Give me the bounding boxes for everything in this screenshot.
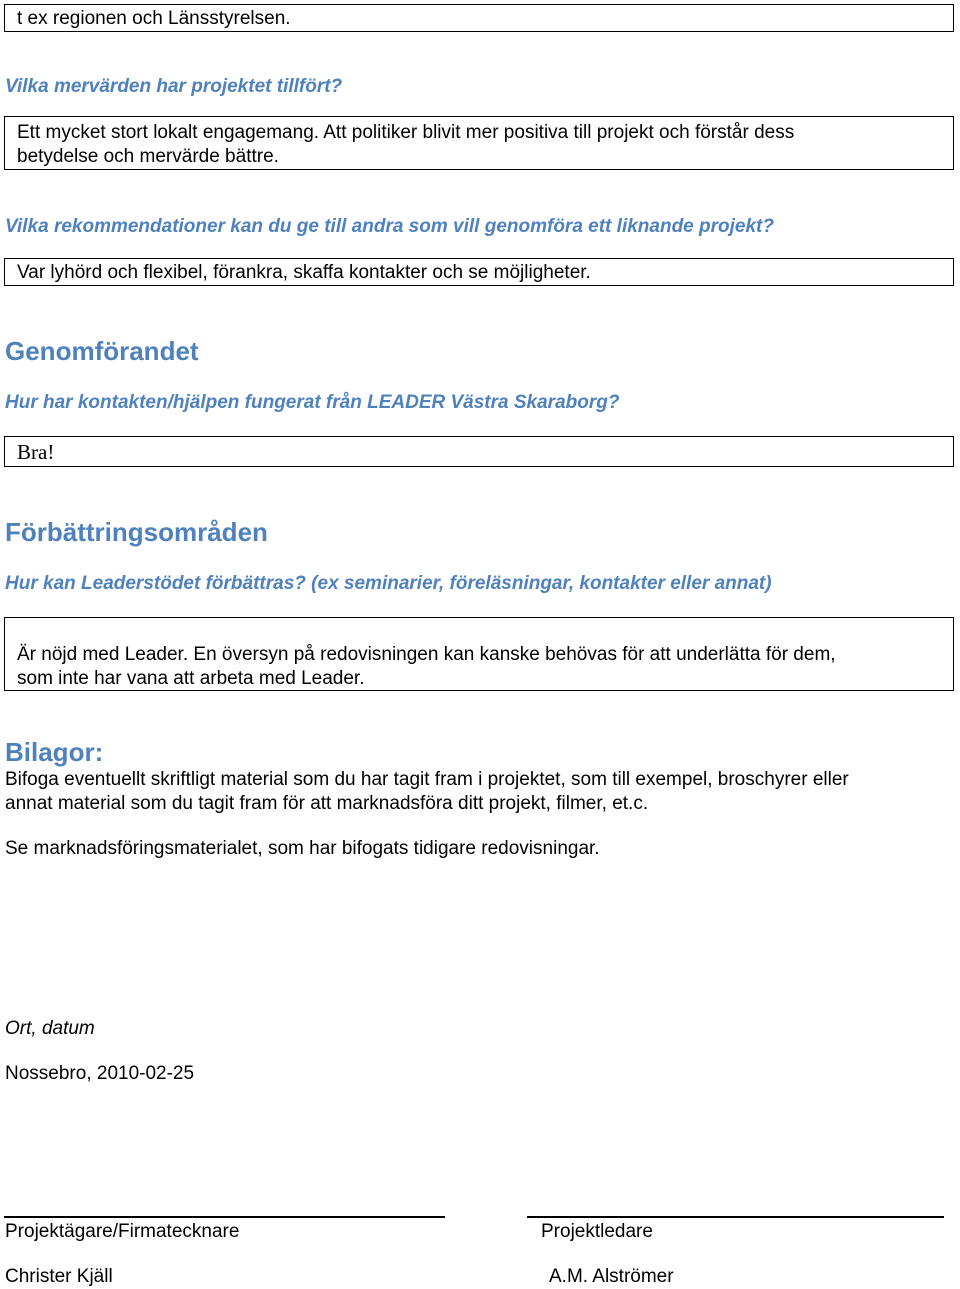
attachments-instructions-line-2: annat material som du tagit fram för att marknadsföra ditt projekt, filmer, et.c. (5, 793, 649, 814)
place-date-label: Ort, datum (5, 1018, 95, 1039)
question-added-value: Vilka mervärden har projektet tillfört? (5, 76, 343, 97)
answer-box-improve-support (4, 617, 954, 691)
answer-text: Var lyhörd och flexibel, förankra, skaffa kontakter och se möjligheter. (17, 262, 591, 283)
signature-role-project-leader: Projektledare (541, 1221, 653, 1242)
signature-line-owner (4, 1216, 445, 1218)
question-improve-support: Hur kan Leaderstödet förbättras? (ex seminarier, föreläsningar, kontakter eller annat) (5, 573, 772, 594)
answer-box-continued (4, 4, 954, 32)
question-leader-contact: Hur har kontakten/hjälpen fungerat från LEADER Västra Skaraborg? (5, 392, 620, 413)
signature-role-owner: Projektägare/Firmatecknare (5, 1221, 240, 1242)
answer-text-line-2: som inte har vana att arbeta med Leader. (17, 668, 365, 689)
signature-line-project-leader (527, 1216, 944, 1218)
attachments-answer: Se marknadsföringsmaterialet, som har bifogats tidigare redovisningar. (5, 838, 600, 859)
attachments-instructions-line-1: Bifoga eventuellt skriftligt material som du har tagit fram i projektet, som till exempel, broschyrer eller (5, 769, 849, 790)
section-heading-attachments: Bilagor: (5, 737, 104, 767)
signature-name-project-leader: A.M. Alströmer (549, 1266, 674, 1287)
section-heading-improvements: Förbättringsområden (5, 517, 268, 547)
section-heading-implementation: Genomförandet (5, 336, 199, 366)
answer-box-added-value (4, 116, 954, 170)
answer-text: Bra! (17, 440, 55, 464)
answer-text-line-2: betydelse och mervärde bättre. (17, 146, 279, 167)
answer-text-line-1: Är nöjd med Leader. En översyn på redovisningen kan kanske behövas för att underlätta för dem, (17, 644, 836, 665)
signature-name-owner: Christer Kjäll (5, 1266, 113, 1287)
answer-box-recommendations (4, 258, 954, 286)
answer-text: t ex regionen och Länsstyrelsen. (17, 8, 291, 29)
answer-text-line-1: Ett mycket stort lokalt engagemang. Att politiker blivit mer positiva till projekt och förstår dess (17, 122, 795, 143)
place-date-value: Nossebro, 2010-02-25 (5, 1063, 195, 1084)
answer-box-leader-contact (4, 436, 954, 467)
question-recommendations: Vilka rekommendationer kan du ge till andra som vill genomföra ett liknande projekt? (5, 216, 774, 237)
